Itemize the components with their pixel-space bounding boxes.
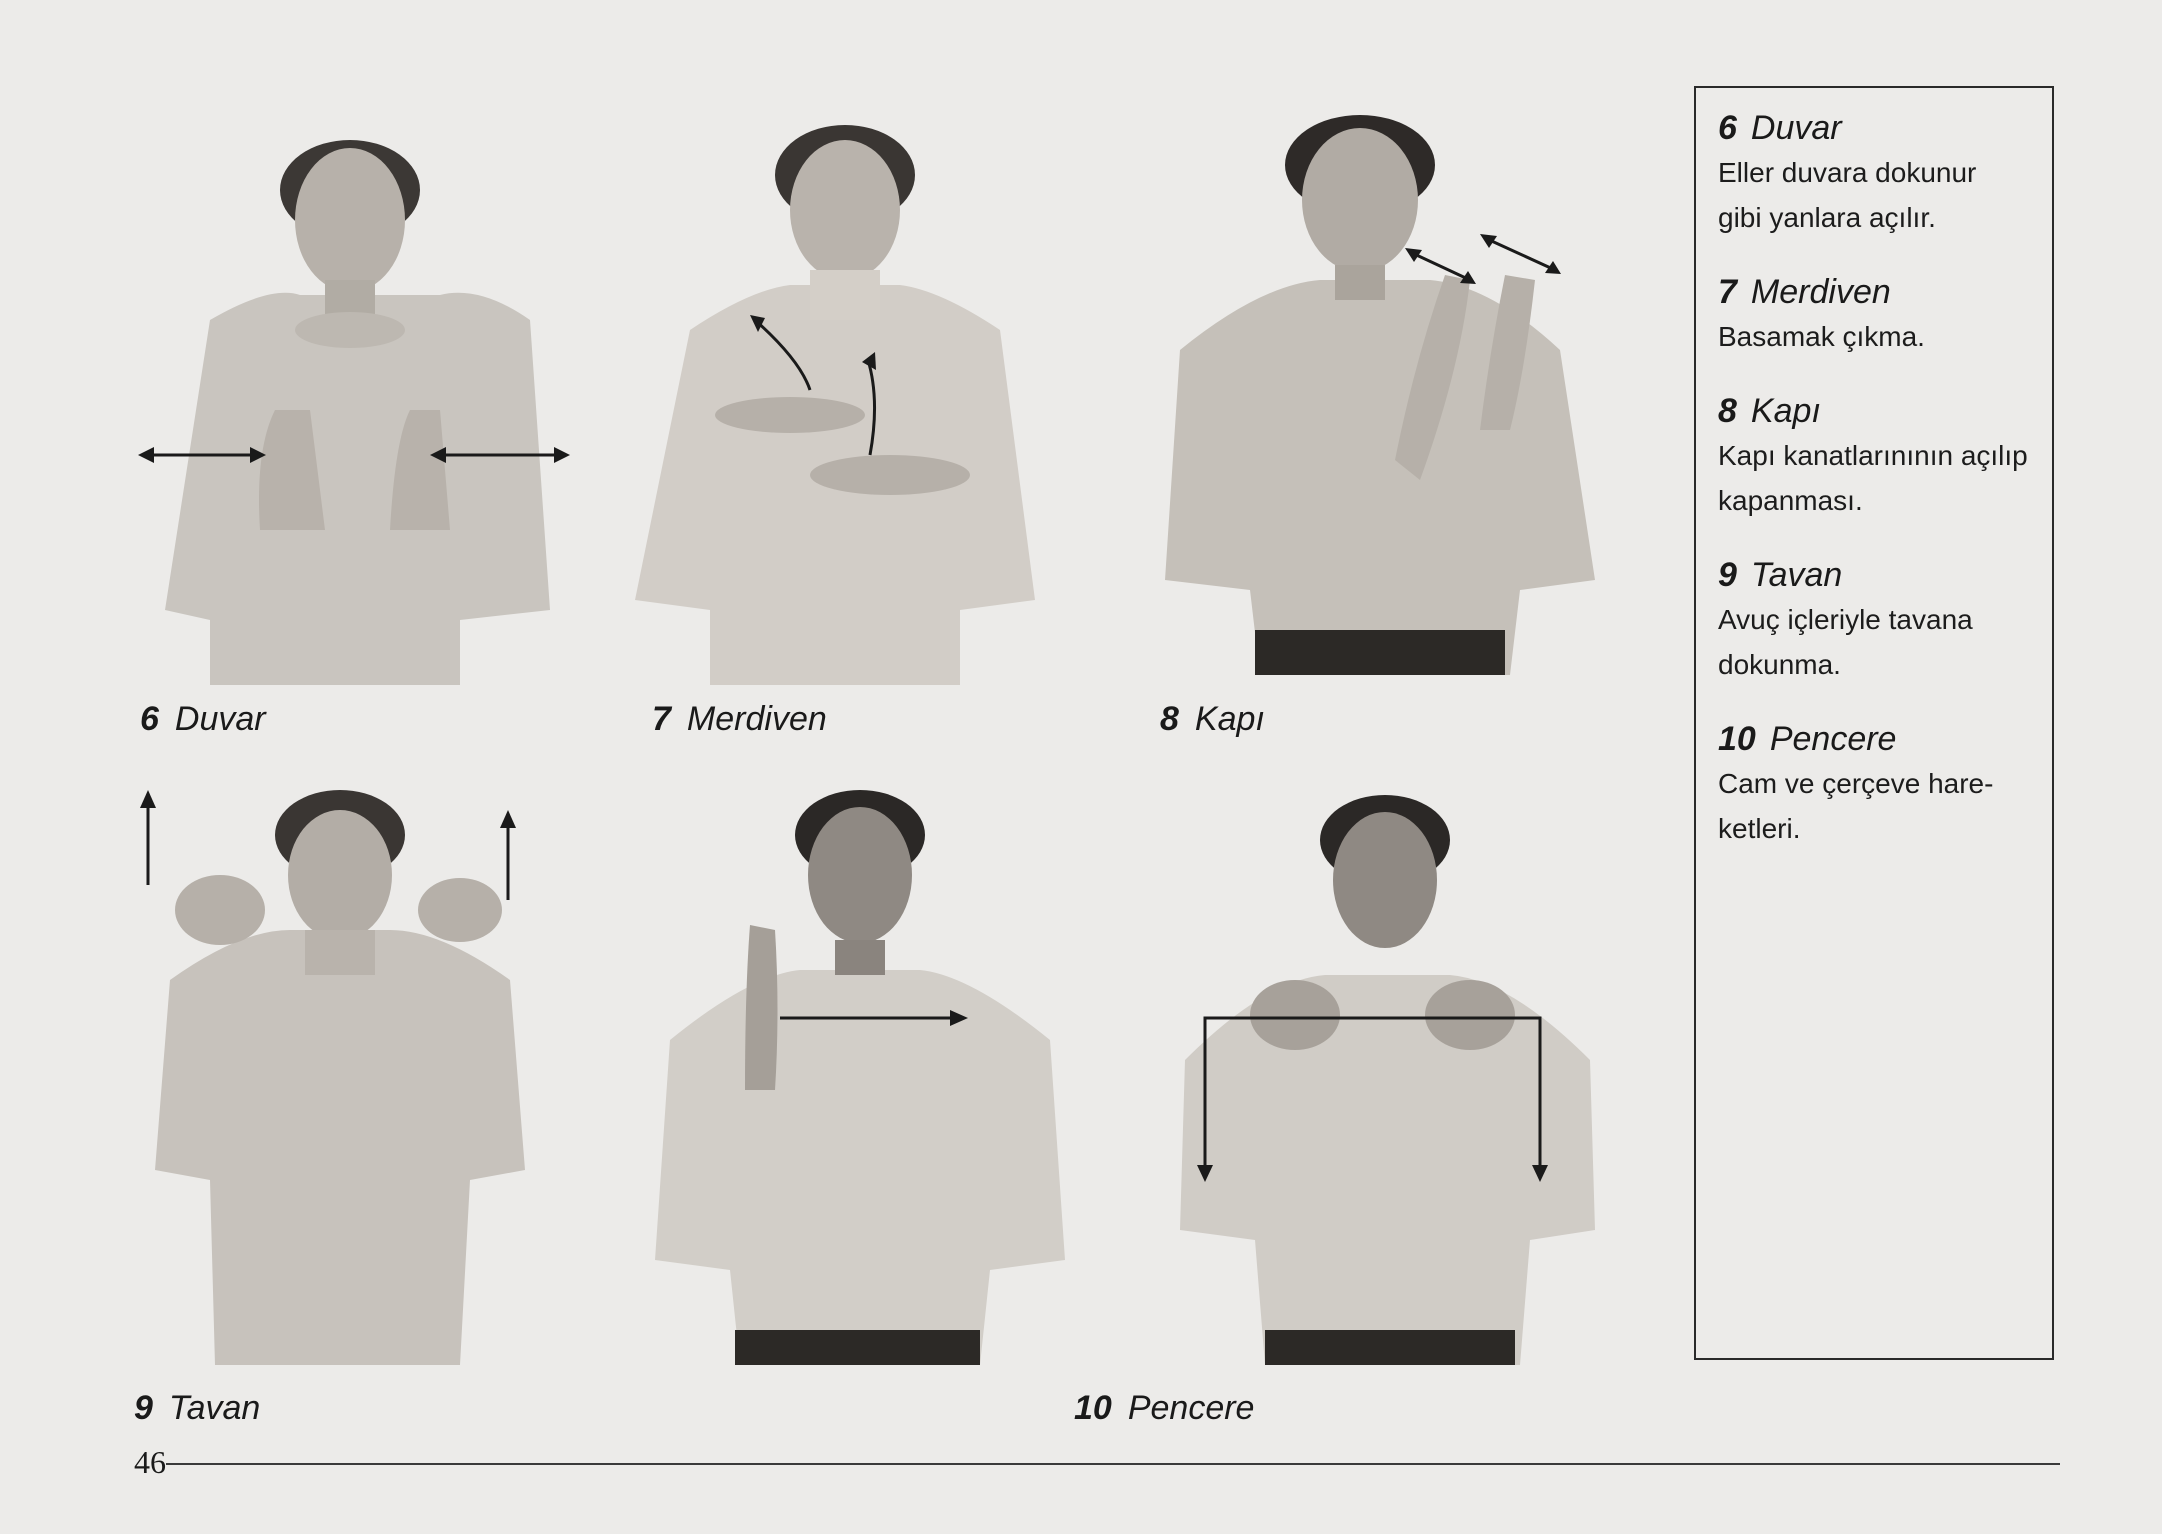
entry-title — [1718, 389, 2030, 433]
entry-number: 7 — [1718, 273, 1737, 311]
entry-number: 6 — [1718, 109, 1737, 147]
page-number: 46 — [134, 1444, 166, 1480]
caption-title: Kapı — [1194, 700, 1265, 738]
caption-title: Duvar — [174, 700, 266, 738]
double-arrow-icon — [138, 440, 578, 470]
entry-title — [1718, 106, 2030, 150]
entry-heading: Kapı — [1750, 392, 1821, 430]
entry-title — [1718, 717, 2030, 761]
entry-title — [1718, 553, 2030, 597]
photo-kapi — [1160, 100, 1600, 685]
photo-duvar — [160, 110, 580, 685]
entry-number: 10 — [1718, 720, 1756, 758]
entry-text: Kapı kanatlarınının açılıp kapanması. — [1718, 440, 2028, 516]
entry-heading: Merdiven — [1750, 273, 1891, 311]
caption-number: 9 — [134, 1389, 153, 1427]
entry-text: Cam ve çerçeve hare- ketleri. — [1718, 768, 1994, 844]
description-box — [1694, 86, 2054, 1360]
caption-tavan — [134, 1389, 260, 1428]
caption-pencere — [1074, 1389, 1254, 1428]
description-entry-tavan — [1718, 553, 2030, 687]
caption-number: 10 — [1074, 1389, 1112, 1427]
description-entry-merdiven — [1718, 270, 2030, 359]
photo-pencere-1 — [650, 790, 1070, 1365]
description-entry-duvar — [1718, 106, 2030, 240]
description-entry-kapi — [1718, 389, 2030, 523]
caption-duvar — [140, 700, 266, 739]
caption-merdiven — [652, 700, 827, 739]
photo-pencere-2 — [1175, 790, 1600, 1365]
caption-number: 6 — [140, 700, 159, 738]
entry-number: 8 — [1718, 392, 1737, 430]
entry-title — [1718, 270, 2030, 314]
entry-text: Eller duvara dokunur gibi yanlara açılır. — [1718, 157, 1977, 233]
entry-heading: Pencere — [1769, 720, 1897, 758]
description-entry-pencere — [1718, 717, 2030, 851]
entry-text: Basamak çıkma. — [1718, 321, 1925, 352]
entry-text: Avuç içleriyle tavana dokunma. — [1718, 604, 1973, 680]
footer-divider — [166, 1463, 2060, 1465]
caption-number: 7 — [652, 700, 671, 738]
caption-title: Pencere — [1127, 1389, 1255, 1427]
caption-title: Merdiven — [686, 700, 827, 738]
entry-heading: Duvar — [1750, 109, 1842, 147]
photo-tavan — [140, 790, 540, 1365]
entry-number: 9 — [1718, 556, 1737, 594]
caption-kapi — [1160, 700, 1265, 739]
photo-merdiven — [630, 100, 1060, 685]
caption-title: Tavan — [168, 1389, 261, 1427]
entry-heading: Tavan — [1750, 556, 1843, 594]
caption-number: 8 — [1160, 700, 1179, 738]
